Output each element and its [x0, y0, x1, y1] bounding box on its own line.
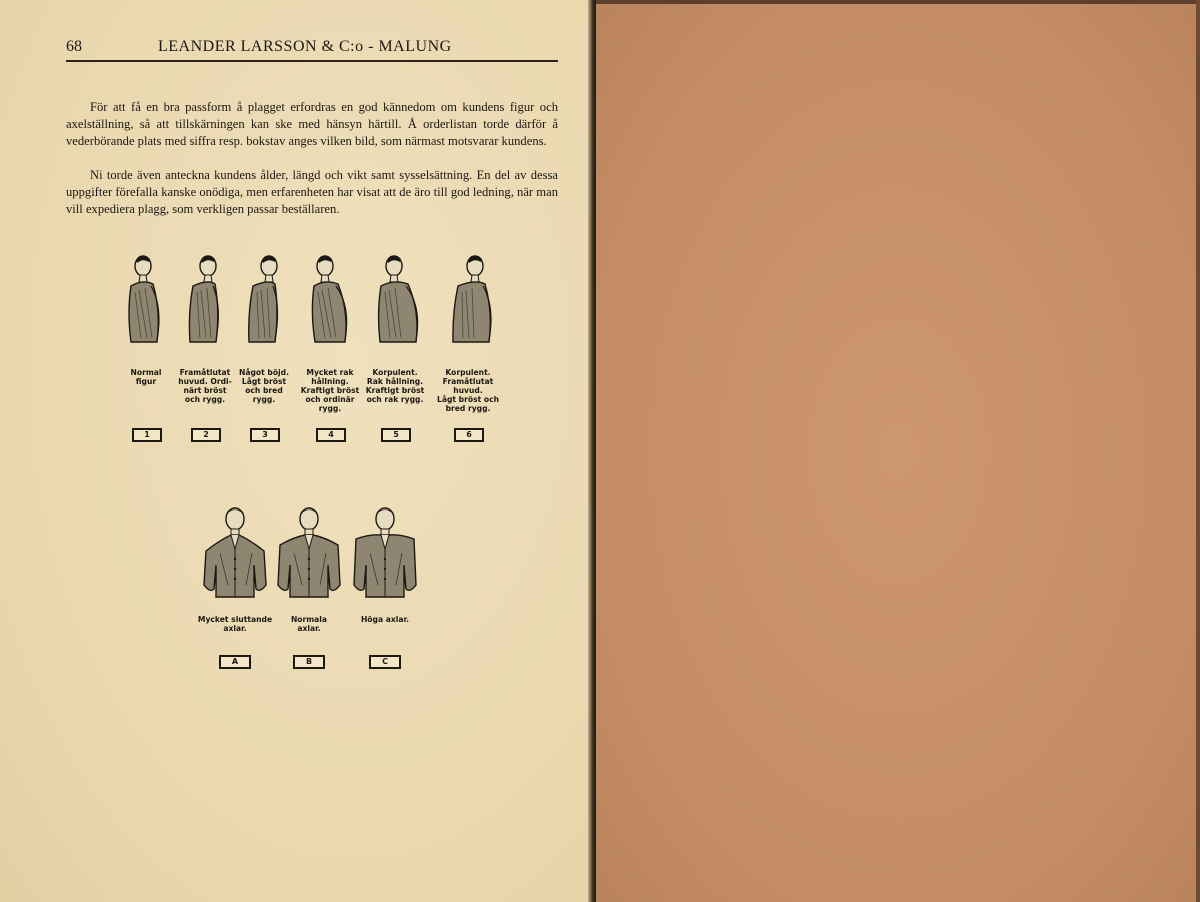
posture-figure-4: [305, 252, 355, 352]
header-rule: [66, 60, 558, 62]
posture-code-box: 5: [381, 428, 411, 442]
right-page-edge: [1196, 0, 1200, 902]
shoulder-caption: Mycket sluttande axlar.: [197, 615, 273, 633]
posture-caption: Korpulent. Framåtlutat huvud. Lågt bröst och bred rygg.: [437, 368, 499, 413]
shoulder-code-box: A: [219, 655, 251, 669]
right-page-blank: [596, 0, 1200, 902]
paragraph-2: Ni torde även anteckna kundens ålder, längd och vikt samt sysselsättning. En del av dessa uppgifter förefalla kanske onödiga, men erfarenheten har visat att de äro till god ledning, när man vill expediera plagg, som verkligen passar beställaren.: [66, 168, 558, 216]
shoulder-caption: Normala axlar.: [290, 615, 328, 633]
shoulder-code-box: B: [293, 655, 325, 669]
posture-figure-2: [180, 252, 230, 352]
shoulder-figure-C: [350, 505, 420, 605]
posture-caption: Något böjd. Lågt bröst och bred rygg.: [239, 368, 289, 404]
book-gutter: [588, 0, 596, 902]
shoulder-caption: Höga axlar.: [360, 615, 410, 624]
running-head: LEANDER LARSSON & C:o - MALUNG: [158, 38, 452, 55]
posture-figure-3: [239, 252, 289, 352]
posture-figure-6: [443, 252, 493, 352]
left-page: [0, 0, 590, 902]
page-number: 68: [66, 38, 82, 55]
posture-code-box: 2: [191, 428, 221, 442]
shoulder-code-box: C: [369, 655, 401, 669]
posture-caption: Framåtlutat huvud. Ordi- närt bröst och rygg.: [178, 368, 232, 404]
posture-code-box: 3: [250, 428, 280, 442]
shoulder-figure-B: [274, 505, 344, 605]
paragraph-1: För att få en bra passform å plagget erfordras en god kännedom om kundens figur och axelställning, så att tillskärningen kan ske med hänsyn härtill. Å orderlistan torde därför å vederbörande plats med siffra resp. bokstav anges vilken bild, som närmast motsvarar kundens.: [66, 100, 558, 148]
posture-figure-5: [370, 252, 420, 352]
posture-code-box: 1: [132, 428, 162, 442]
posture-code-box: 6: [454, 428, 484, 442]
posture-caption: Korpulent. Rak hållning. Kraftigt bröst och rak rygg.: [365, 368, 425, 404]
posture-caption: Normal figur: [130, 368, 162, 386]
posture-figure-1: [121, 252, 171, 352]
shoulder-figure-A: [200, 505, 270, 605]
posture-caption: Mycket rak hållning. Kraftigt bröst och ordinär rygg.: [300, 368, 360, 413]
posture-code-box: 4: [316, 428, 346, 442]
right-page-top-edge: [596, 0, 1200, 4]
